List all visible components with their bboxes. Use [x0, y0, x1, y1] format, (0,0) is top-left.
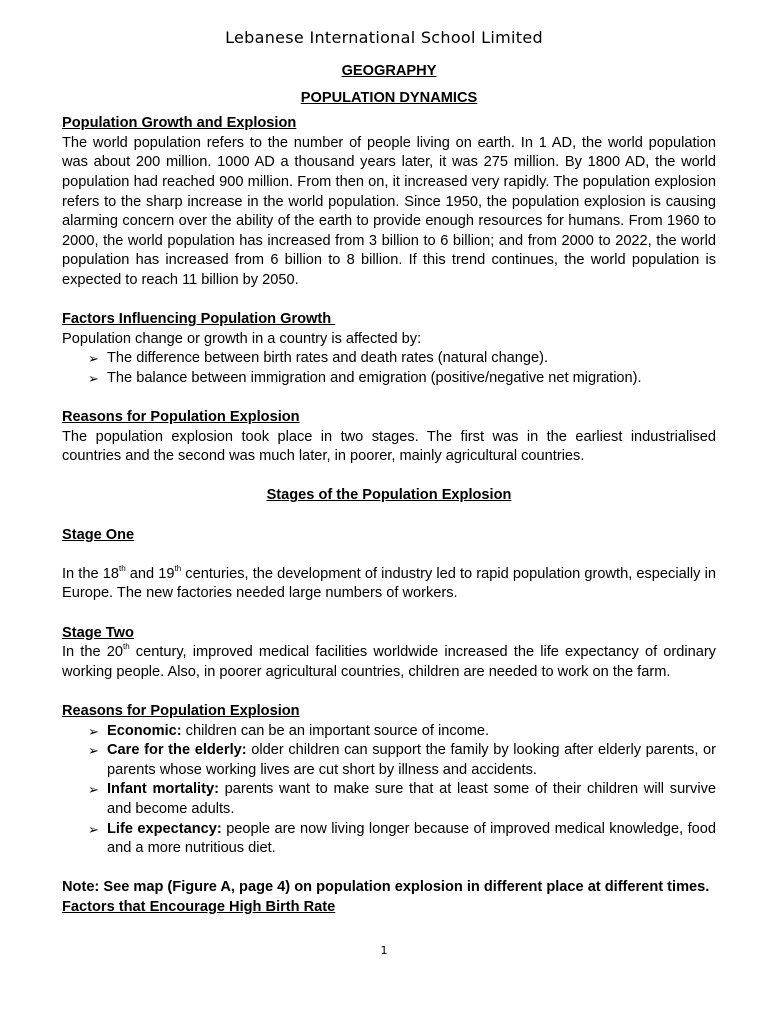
section-heading-reasons: Reasons for Population Explosion: [62, 409, 300, 426]
stage-two-heading: Stage Two: [62, 624, 134, 641]
document-body: [62, 62, 716, 918]
arrow-bullet-icon: ➢: [88, 782, 99, 798]
factors-list: [62, 349, 716, 388]
paragraph-stage-two: In the 20th century, improved medical facilities worldwide increased the life expectancy of ordinary working people. Also, in poorer agricultural countries, children are needed to work on the farm.: [62, 642, 716, 680]
page-number: 1: [380, 944, 388, 957]
paragraph-reasons: The population explosion took place in two stages. The first was in the earliest industrialised countries and the second was much later, in poorer, mainly agricultural countries.: [62, 428, 716, 465]
section-heading-reasons-2: Reasons for Population Explosion: [62, 703, 300, 719]
arrow-bullet-icon: ➢: [88, 821, 99, 837]
paragraph-growth: The world population refers to the number of people living on earth. In 1 AD, the world population was about 200 million. 1000 AD a thousand years later, it was 275 million. By 1800 AD, the world population had reached 900 million. From then on, it increased very rapidly. The population explosion refers to the sharp increase in the world population. Since 1950, the population explosion is causing alarming concern over the ability of the earth to provide enough resources for humans. From 1960 to 2000, the world population has increased from 3 billion to 6 billion; and from 2000 to 2022, the world population has increased from 6 billion to 8 billion. If this trend continues, the world population is expected to reach 11 billion by 2050.: [62, 134, 716, 288]
reasons-list: [62, 722, 716, 859]
list-item: ➢ Life expectancy: people are now living longer because of improved medical knowledge, food and a more nutritious diet.: [88, 820, 716, 857]
school-name: Lebanese International School Limited: [225, 28, 543, 47]
stage-one-heading: Stage One: [62, 526, 135, 543]
section-heading-growth: Population Growth and Explosion: [62, 115, 297, 132]
topic-title: POPULATION DYNAMICS: [300, 89, 478, 106]
subject-title: GEOGRAPHY: [341, 63, 437, 79]
section-heading-factors: Factors Influencing Population Growth: [62, 311, 336, 328]
arrow-bullet-icon: ➢: [88, 370, 99, 386]
section-heading-birth-rate: Factors that Encourage High Birth Rate: [62, 898, 336, 915]
list-item: ➢ Infant mortality: parents want to make sure that at least some of their children will survive and become adults.: [88, 781, 716, 817]
arrow-bullet-icon: ➢: [88, 743, 99, 759]
note-text: Note: See map (Figure A, page 4) on population explosion in different place at different times.: [62, 879, 710, 896]
list-item: ➢ The balance between immigration and emigration (positive/negative net migration).: [88, 369, 716, 389]
list-item: ➢ The difference between birth rates and death rates (natural change).: [88, 349, 716, 369]
paragraph-stage-one: In the 18th and 19th centuries, the development of industry led to rapid population growth, especially in Europe. The new factories needed large numbers of workers.: [62, 563, 716, 602]
stages-title: Stages of the Population Explosion: [266, 487, 512, 504]
list-item: ➢ Economic: children can be an important source of income.: [88, 722, 716, 742]
arrow-bullet-icon: ➢: [88, 351, 99, 367]
paragraph-factors-intro: Population change or growth in a country is affected by:: [62, 330, 422, 347]
list-item: ➢ Care for the elderly: older children can support the family by looking after elderly parents, or parents whose working lives are cut short by illness and accidents.: [88, 742, 716, 778]
arrow-bullet-icon: ➢: [88, 723, 99, 739]
